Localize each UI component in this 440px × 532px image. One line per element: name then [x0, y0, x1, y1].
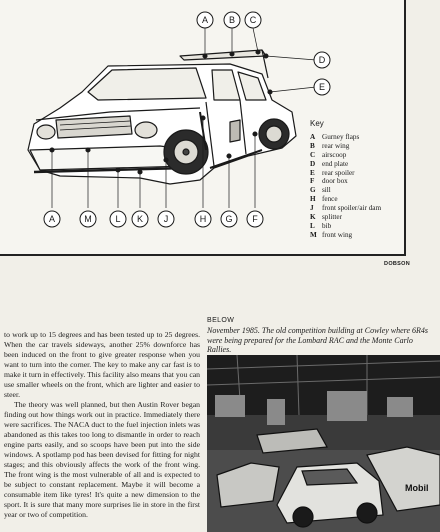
caption-label: BELOW — [207, 317, 235, 324]
svg-text:F: F — [252, 214, 258, 224]
mobil-sign: Mobil — [405, 483, 429, 493]
photo-caption — [207, 316, 429, 355]
key-item: F door box — [310, 177, 348, 186]
key-item: B rear wing — [310, 141, 350, 150]
svg-text:D: D — [318, 55, 326, 65]
key-item: J front spoiler/air dam — [310, 204, 382, 213]
svg-text:G: G — [225, 214, 233, 224]
callout-d — [314, 52, 330, 68]
svg-text:L: L — [115, 214, 121, 224]
callout-e — [314, 79, 330, 95]
key-item: L bib — [310, 221, 332, 230]
illustrator-credit: DOBSON — [384, 261, 410, 267]
car-aero-diagram — [0, 0, 406, 256]
svg-text:A: A — [201, 15, 209, 25]
svg-text:B: B — [228, 15, 236, 25]
svg-text:A: A — [48, 214, 56, 224]
key-item: E rear spoiler — [310, 168, 355, 177]
callout-a-top — [197, 12, 213, 28]
body-paragraph: The theory was well planned, but then Austin Rover began finding out how things work out in practice. Immediately there were sacrifices. The NACA duct to the fuel injection inlets was abandoned as this takes too long to dismantle in order to reach engine parts easily, and so scoops have been put into the side windows. A spotlamp pod has been devised for fitting for night stages; and this obviously affects the work of the front wing. The front wing is the most vulnerable of all and is expected to be subject to constant replacement. Maybe it will become a consumable item like tyres! It's quite a new dimension to the sport. It is sure that many more surprises lie in store in the first year or two of competition. — [4, 400, 200, 519]
caption-text: November 1985. The old competition building at Cowley where 6R4s were being prepared for the Lombard RAC and the Monte Carlo Rallies. — [207, 325, 429, 355]
callout-c — [245, 12, 261, 28]
key-item: M front wing — [310, 230, 353, 239]
key-title: Key — [310, 119, 324, 128]
svg-text:H: H — [199, 214, 207, 224]
key-item: A Gurney flaps — [310, 132, 360, 141]
article-body — [4, 330, 200, 520]
callout-h — [195, 211, 211, 227]
callout-j — [158, 211, 174, 227]
svg-text:J: J — [163, 214, 169, 224]
svg-text:K: K — [136, 214, 144, 224]
svg-text:M: M — [84, 214, 92, 224]
svg-text:C: C — [249, 15, 257, 25]
diagram-key — [310, 120, 381, 240]
workshop-photo — [207, 355, 440, 532]
callout-m — [80, 211, 96, 227]
key-item: H fence — [310, 195, 338, 204]
key-item: K splitter — [310, 213, 342, 222]
key-item: D end plate — [310, 159, 349, 168]
callout-k — [132, 211, 148, 227]
callout-a-bottom — [44, 211, 60, 227]
callout-g — [221, 211, 237, 227]
callout-f — [247, 211, 263, 227]
svg-text:E: E — [318, 82, 326, 92]
callout-l — [110, 211, 126, 227]
callout-b — [224, 12, 240, 28]
key-item: C airscoop — [310, 150, 347, 159]
key-item: G sill — [310, 186, 331, 195]
body-paragraph: to work up to 15 degrees and has been tested up to 25 degrees. When the car travels sideways, another 25% downforce has been induced on the front to give greater response when you want to turn into the corner. The key to make any car fast is to make it turn in effectively. This facility also means that you can use smaller wheels on the front, which are lighter and easier to steer. — [4, 330, 200, 399]
